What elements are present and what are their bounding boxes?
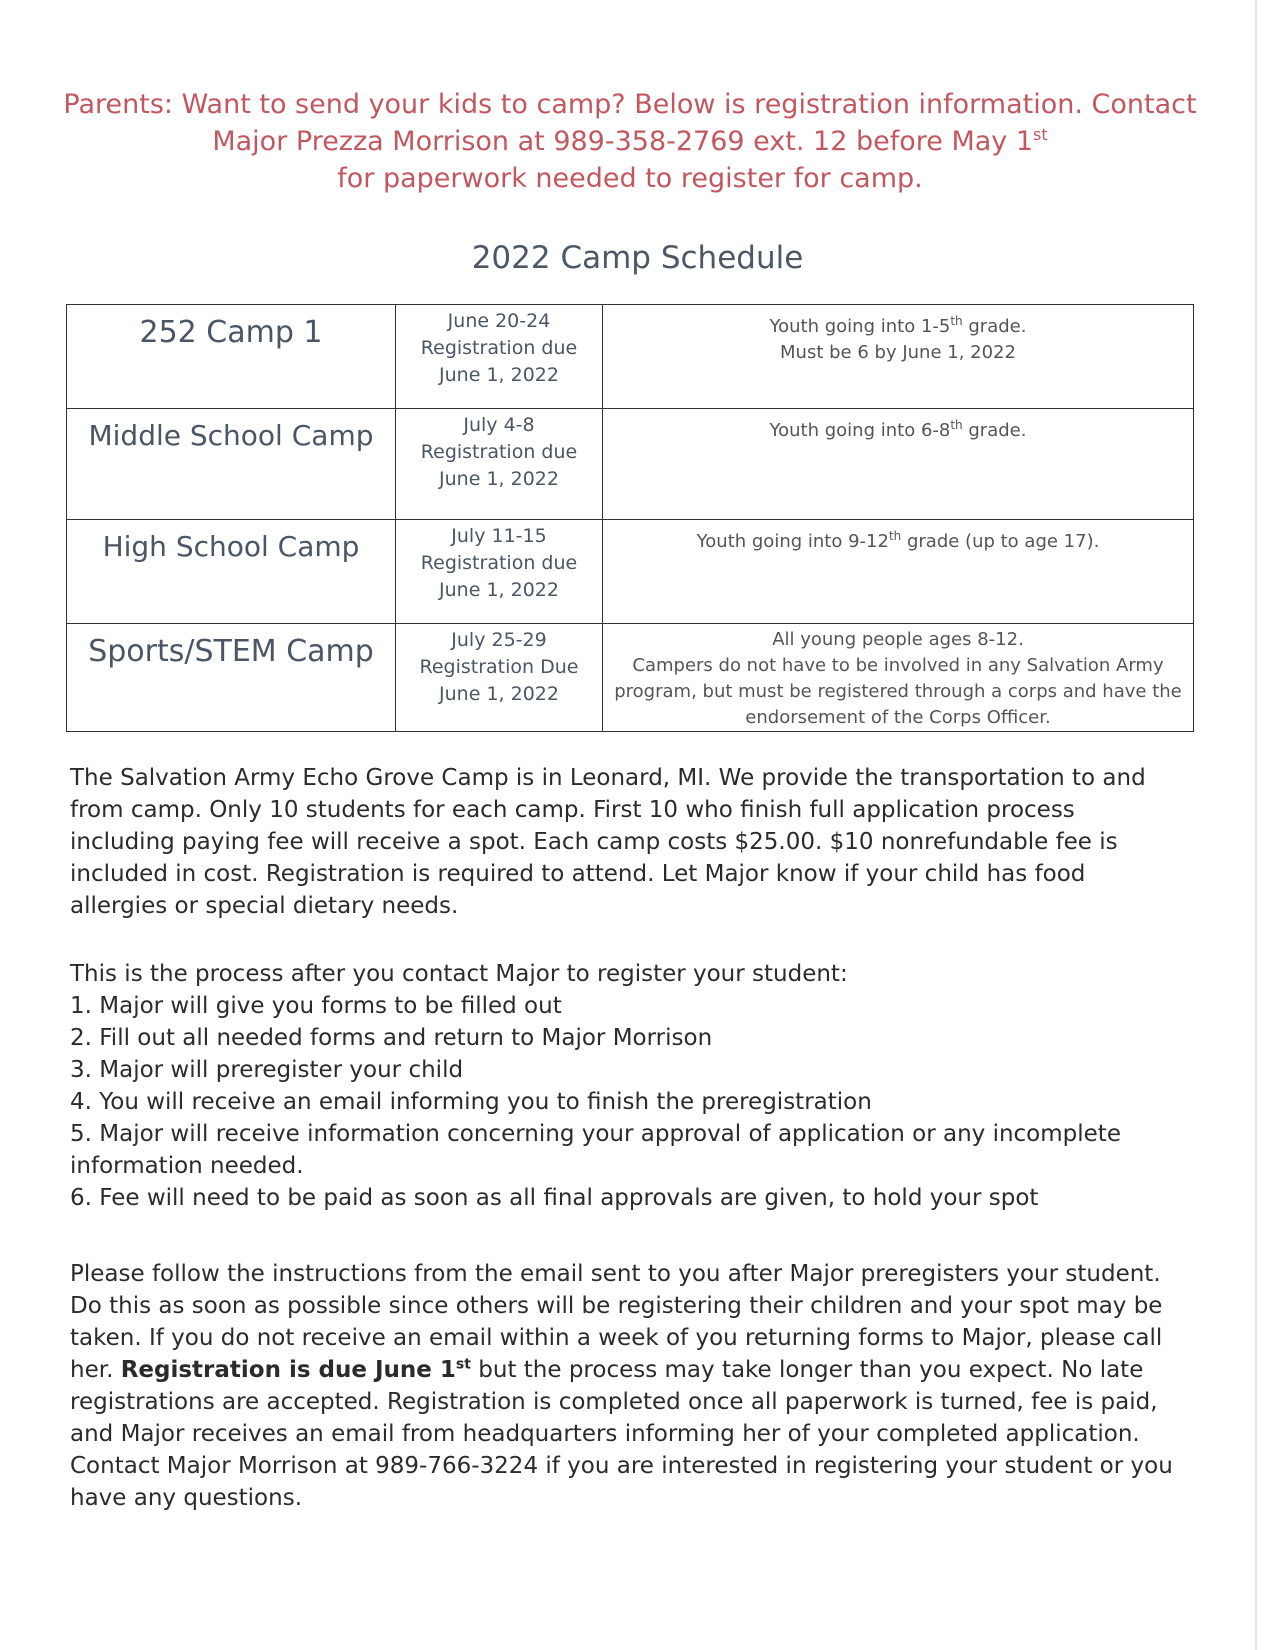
desc-line: Youth going into 9-12th grade (up to age 17).: [696, 529, 1100, 552]
registration-due-date: June 1, 2022: [439, 468, 559, 490]
desc-line: All young people ages 8-12.: [772, 629, 1024, 650]
list-item: 5. Major will receive information concerning your approval of application or any incomplete information needed.: [70, 1121, 1121, 1179]
camp-description: [603, 305, 1194, 409]
notice-line-3: for paperwork needed to register for camp.: [337, 163, 923, 194]
camp-dates: July 25-29: [451, 629, 547, 651]
camp-info-paragraph: The Salvation Army Echo Grove Camp is in Leonard, MI. We provide the transportation to and from camp. Only 10 students for each camp. First 10 who finish full application process including paying fee will receive a spot. Each camp costs $25.00. $10 nonrefundable fee is included in cost. Registration is required to attend. Let Major know if your child has food allergies or special dietary needs.: [70, 765, 1146, 919]
closing-text: Please follow the instructions from the email sent to you after Major preregisters your student. Do this as soon as possible since others will be registering their children and your spot may be taken. If you do not receive an email within a week of you returning forms to Major, please call her.: [70, 1261, 1163, 1383]
registration-due-label: Registration due: [420, 552, 578, 574]
camp-schedule-table: [66, 304, 1194, 732]
registration-due-label: Registration due: [420, 337, 578, 359]
desc-line: Youth going into 6-8th grade.: [769, 418, 1027, 441]
due-date-emphasis: [121, 1357, 471, 1383]
list-item: 4. You will receive an email informing you to finish the preregistration: [70, 1089, 872, 1115]
closing-paragraph: [70, 1258, 1180, 1514]
list-item: 2. Fill out all needed forms and return to Major Morrison: [70, 1025, 713, 1051]
due-date-text: Registration is due June 1: [120, 1357, 456, 1383]
camp-dates: July 4-8: [463, 414, 535, 436]
list-item: 3. Major will preregister your child: [70, 1057, 464, 1083]
desc-line: Campers do not have to be involved in any Salvation Army: [632, 655, 1164, 676]
registration-due-date: June 1, 2022: [439, 364, 559, 386]
camp-description: [603, 520, 1194, 624]
camp-dates-cell: [396, 409, 603, 520]
table-row: [67, 520, 1194, 624]
camp-name: 252 Camp 1: [67, 305, 396, 409]
camp-dates-cell: [396, 520, 603, 624]
camp-name: Sports/STEM Camp: [67, 624, 396, 732]
desc-line: Youth going into 1-5th grade.: [769, 314, 1027, 337]
registration-due-label: Registration Due: [419, 656, 579, 678]
table-row: [67, 409, 1194, 520]
table-row: [67, 624, 1194, 732]
notice-line-1: Parents: Want to send your kids to camp? Below is registration information. Contact: [63, 89, 1197, 120]
desc-line: program, but must be registered through a corps and have the: [614, 681, 1182, 702]
notice-line-2: Major Prezza Morrison at 989-358-2769 ext. 12 before May 1st: [212, 125, 1048, 157]
closing-text: but the process may take longer than you expect. No late registrations are accepted. Registration is completed once all paperwork is turned, fee is paid, and Major receives an email from headquarters informing her of your completed application. Contact Major Morrison at 989-766-3224 if you are interested in registering your student or you have any questions.: [70, 1357, 1173, 1511]
process-intro: This is the process after you contact Major to register your student:: [70, 961, 848, 987]
registration-process: [70, 958, 1180, 1214]
registration-due-date: June 1, 2022: [439, 683, 559, 705]
camp-dates: June 20-24: [447, 310, 551, 332]
process-steps: [70, 990, 1180, 1214]
desc-line: endorsement of the Corps Officer.: [745, 707, 1051, 728]
schedule-title: 2022 Camp Schedule: [471, 240, 804, 276]
list-item: 1. Major will give you forms to be filled out: [70, 993, 562, 1019]
registration-due-label: Registration due: [420, 441, 578, 463]
desc-line: Must be 6 by June 1, 2022: [780, 342, 1016, 363]
camp-description: [603, 624, 1194, 732]
camp-name: High School Camp: [67, 520, 396, 624]
registration-due-date: June 1, 2022: [439, 579, 559, 601]
list-item: 6. Fee will need to be paid as soon as all final approvals are given, to hold your spot: [70, 1185, 1039, 1211]
camp-description: [603, 409, 1194, 520]
camp-dates-cell: [396, 305, 603, 409]
table-row: [67, 305, 1194, 409]
camp-dates: July 11-15: [451, 525, 547, 547]
camp-name: Middle School Camp: [67, 409, 396, 520]
parents-notice: [60, 86, 1200, 197]
due-date-sup: st: [455, 1356, 471, 1373]
camp-dates-cell: [396, 624, 603, 732]
